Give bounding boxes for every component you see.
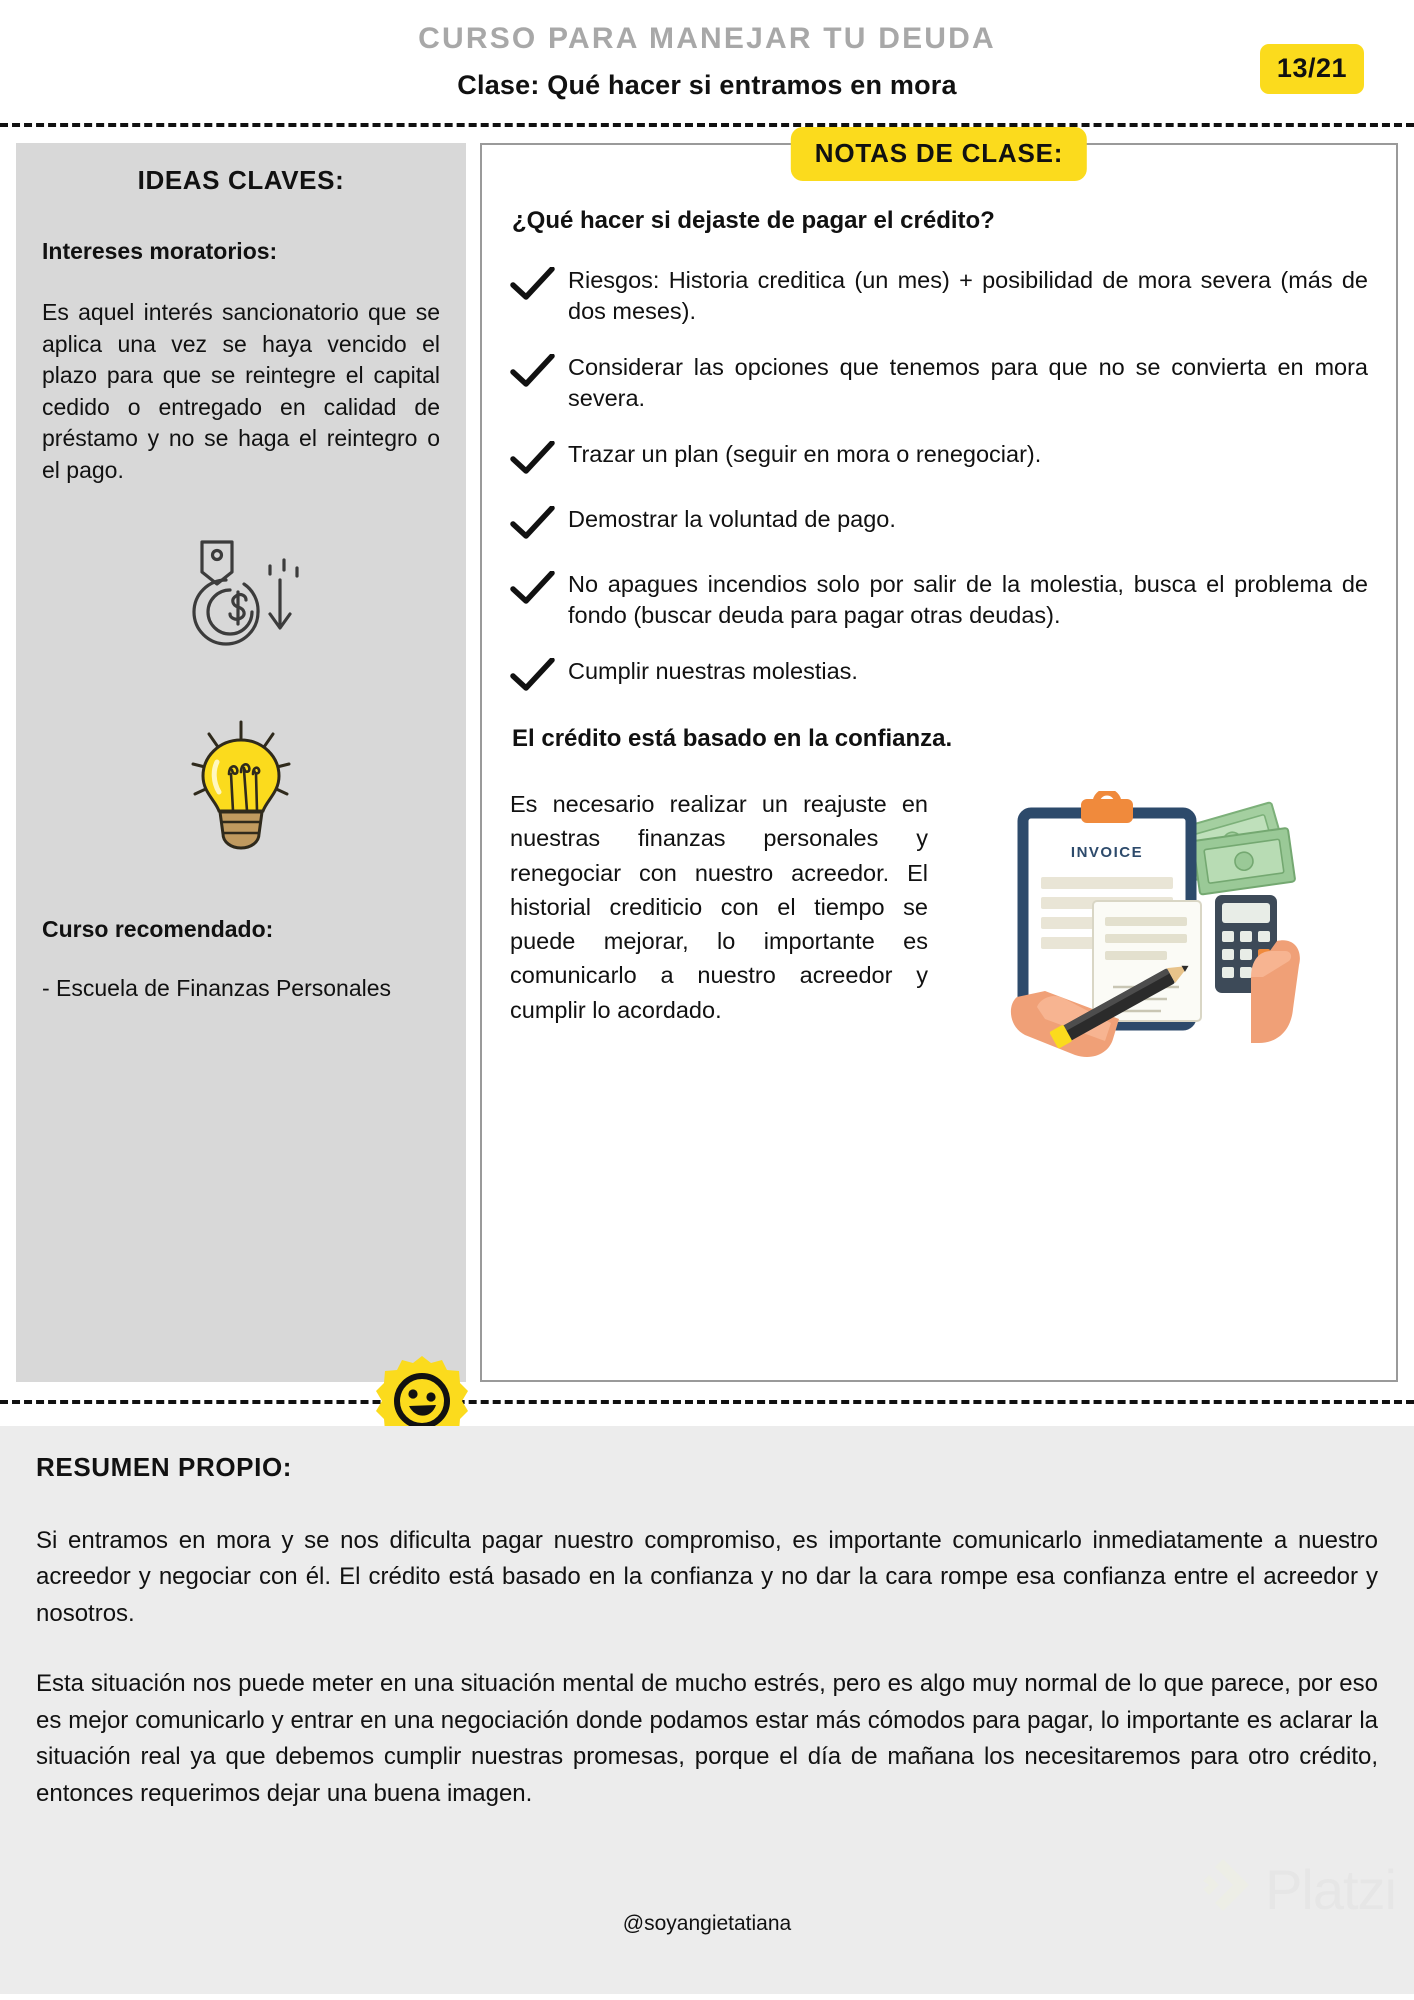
- check-icon: [510, 439, 568, 480]
- check-icon: [510, 352, 568, 393]
- list-item-label: Demostrar la voluntad de pago.: [568, 505, 896, 532]
- notes-bottom-row: [510, 787, 1368, 1059]
- summary-paragraph: Esta situación nos puede meter en una situación mental de mucho estrés, pero es algo muy normal de lo que parece, por eso es mejor comunicarlo y entrar en una negociación donde podamos estar más cómodos para pagar, lo importante es aclarar la situación real ya que debemos cumplir nuestras promesas, porque el día de mañana los necesitaremos para otro crédito, entonces requerimos dejar una buena imagen.: [36, 1670, 1378, 1807]
- sidebar-definition-text: Es aquel interés sancionatorio que se aplica una vez se haya vencido el plazo para que se reintegre el capital cedido o entregado en calidad de préstamo y no se haga el reintegro o el pago.: [42, 299, 440, 483]
- summary-divider: [0, 1400, 1414, 1404]
- check-icon: [510, 656, 568, 697]
- notes-badge: NOTAS DE CLASE:: [791, 127, 1087, 181]
- invoice-label: INVOICE: [1070, 843, 1144, 861]
- page-number-badge: 13/21: [1260, 44, 1364, 94]
- page-header: [0, 0, 1414, 111]
- summary-title: RESUMEN PROPIO:: [36, 1452, 293, 1482]
- list-item: [510, 569, 1368, 632]
- resumen-propio-panel: [0, 1426, 1414, 1994]
- notes-highlight-line: El crédito está basado en la confianza.: [512, 724, 953, 752]
- list-item: [510, 352, 1368, 415]
- check-icon: [510, 569, 568, 610]
- invoice-clipboard-illustration: [944, 787, 1368, 1059]
- list-item: [510, 656, 1368, 697]
- course-title: CURSO PARA MANEJAR TU DEUDA: [418, 22, 996, 55]
- notes-question: ¿Qué hacer si dejaste de pagar el crédito?: [512, 207, 995, 234]
- notas-de-clase-panel: [480, 138, 1398, 1382]
- money-decline-icon: [42, 530, 440, 660]
- summary-paragraph: Si entramos en mora y se nos dificulta pagar nuestro compromiso, es importante comunicarlo inmediatamente a nuestro acreedor y negociar con él. El crédito está basado en la confianza y no dar la cara rompe esa confianza entre el acreedor y nosotros.: [36, 1527, 1378, 1627]
- ideas-claves-panel: [16, 143, 466, 1382]
- sidebar-heading: IDEAS CLAVES:: [137, 165, 345, 195]
- list-item-label: Considerar las opciones que tenemos para que no se convierta en mora severa.: [568, 353, 1368, 412]
- list-item-label: Trazar un plan (seguir en mora o renegociar).: [568, 440, 1042, 467]
- platzi-watermark-text: Platzi: [1265, 1858, 1396, 1921]
- author-handle: @soyangietatiana: [622, 1912, 792, 1935]
- check-icon: [510, 265, 568, 306]
- list-item: [510, 504, 1368, 545]
- list-item: [510, 439, 1368, 480]
- notes-paragraph: Es necesario realizar un reajuste en nuestras finanzas personales y renegociar con nuestro acreedor. El historial crediticio con el tiempo se puede mejorar, lo importante es comunicarlo a nuestro acreedor y cumplir lo acordado.: [510, 790, 928, 1023]
- platzi-logo-icon: [1203, 1855, 1255, 1924]
- summary-divider-wrap: [0, 1400, 1414, 1404]
- lightbulb-icon: [42, 712, 440, 862]
- recommended-course-item: - Escuela de Finanzas Personales: [42, 975, 392, 1001]
- list-item-label: Riesgos: Historia creditica (un mes) + posibilidad de mora severa (más de dos meses).: [568, 267, 1368, 325]
- check-icon: [510, 504, 568, 545]
- platzi-watermark: [1203, 1855, 1396, 1924]
- notes-check-list: [510, 265, 1368, 697]
- list-item-label: Cumplir nuestras molestias.: [568, 657, 858, 684]
- list-item-label: No apagues incendios solo por salir de la molestia, busca el problema de fondo (buscar deuda para pagar otras deudas).: [568, 570, 1368, 629]
- content-columns: [0, 127, 1414, 1382]
- list-item: [510, 265, 1368, 328]
- recommended-course-title: Curso recomendado:: [42, 916, 274, 942]
- sidebar-subheading: Intereses moratorios:: [42, 238, 278, 264]
- class-title: Clase: Qué hacer si entramos en mora: [457, 70, 957, 100]
